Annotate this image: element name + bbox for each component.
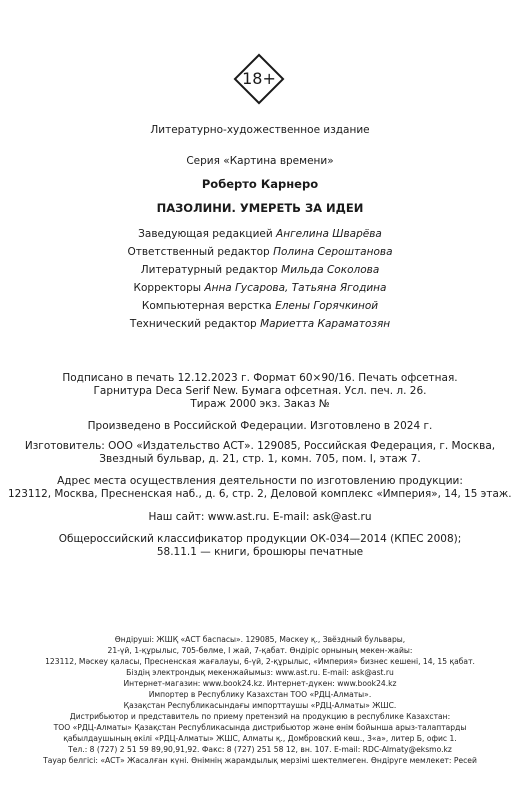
production-address-line: 123112, Москва, Пресненская наб., д. 6, стр. 2, Деловой комплекс «Империя», 14, 15 этаж. <box>8 488 512 500</box>
kazakh-info-line: Тауар белгісі: «АСТ» Жасалған күні. Өнімнің жарамдылық мерзімі шектелмеген. Өндіруге мемлекет: Ресей <box>43 756 477 765</box>
credit-person: Мариетта Караматозян <box>260 318 391 330</box>
kazakh-info-line: Біздің электрондық мекенжайымыз: www.ast.ru. E-mail: ask@ast.ru <box>126 668 394 677</box>
credit-line <box>0 228 520 240</box>
kazakh-info-line: ТОО «РДЦ-Алматы» Қазақстан Республикасында дистрибьютор және өнім бойынша арыз-талаптарды <box>53 723 467 732</box>
credit-role: Литературный редактор <box>140 264 278 276</box>
production-address-line: Адрес места осуществления деятельности по изготовлению продукции: <box>57 475 463 487</box>
book-title: ПАЗОЛИНИ. УМЕРЕТЬ ЗА ИДЕИ <box>156 201 364 215</box>
edition-type: Литературно-художественное издание <box>150 124 370 136</box>
credit-line <box>0 300 520 312</box>
kazakh-info-line: 123112, Мәскеу қаласы, Пресненская жағалауы, 6-үй, 2-құрылыс, «Империя» бизнес кешені, 14, 15 қабат. <box>45 657 475 666</box>
credit-role: Технический редактор <box>129 318 257 330</box>
series-name: Серия «Картина времени» <box>186 155 334 167</box>
author-name: Роберто Карнеро <box>201 177 319 191</box>
print-info-line: Гарнитура Deca Serif New. Бумага офсетная. Усл. печ. л. 26. <box>93 385 427 397</box>
credit-line <box>0 264 520 276</box>
print-info-line: Подписано в печать 12.12.2023 г. Формат 60×90/16. Печать офсетная. <box>62 372 458 384</box>
credit-role: Заведующая редакцией <box>138 228 273 240</box>
kazakh-info-line: қабылдаушының өкілі «РДЦ-Алматы» ЖШС, Алматы қ., Домбровский көш., 3«а», литер Б, офис 1. <box>63 734 457 743</box>
kazakh-info-line: Тел.: 8 (727) 2 51 59 89,90,91,92. Факс: 8 (727) 251 58 12, вн. 107. E-mail: RDC-Almaty@eksmo.kz <box>68 745 452 754</box>
kazakh-info-line: Интернет-магазин: www.book24.kz. Интернет-дүкен: www.book24.kz <box>123 679 397 688</box>
credit-role: Ответственный редактор <box>127 246 270 258</box>
classifier-line: Общероссийский классификатор продукции ОК-034—2014 (КПЕС 2008); <box>58 533 462 545</box>
credit-person: Ангелина Шварёва <box>276 228 382 240</box>
kazakh-info-line: Импортер в Республику Казахстан ТОО «РДЦ-Алматы». <box>148 690 372 699</box>
credit-line <box>0 282 520 294</box>
produced-in: Произведено в Российской Федерации. Изготовлено в 2024 г. <box>87 420 433 432</box>
credit-person: Анна Гусарова, Татьяна Ягодина <box>204 282 387 294</box>
print-info-line: Тираж 2000 экз. Заказ № <box>190 398 330 410</box>
kazakh-info-line: Дистрибьютор и представитель по приему претензий на продукцию в республике Казахстан: <box>69 712 451 721</box>
credit-line <box>0 318 520 330</box>
age-rating-badge <box>233 53 285 105</box>
kazakh-info-line: Қазақстан Республикасындағы импорттаушы «РДЦ-Алматы» ЖШС. <box>123 701 397 710</box>
credit-role: Компьютерная верстка <box>141 300 272 312</box>
website-line: Наш сайт: www.ast.ru. E-mail: ask@ast.ru <box>148 511 372 523</box>
credit-person: Мильда Соколова <box>281 264 380 276</box>
credit-person: Елены Горячкиной <box>275 300 379 312</box>
age-rating-label: 18+ <box>242 69 276 88</box>
credit-person: Полина Сероштанова <box>273 246 393 258</box>
classifier-line: 58.11.1 — книги, брошюры печатные <box>156 546 364 558</box>
manufacturer-line: Изготовитель: ООО «Издательство АСТ». 129085, Российская Федерация, г. Москва, <box>24 440 496 452</box>
kazakh-info-line: Өндіруші: ЖШҚ «АСТ баспасы». 129085, Мәскеу қ., Звёздный бульвары, <box>114 635 406 644</box>
credit-line <box>0 246 520 258</box>
kazakh-info-line: 21-үй, 1-құрылыс, 705-бөлме, I жай, 7-қабат. Өндіріс орнының мекен-жайы: <box>107 646 413 655</box>
credit-role: Корректоры <box>133 282 202 294</box>
manufacturer-line: Звездный бульвар, д. 21, стр. 1, комн. 705, пом. I, этаж 7. <box>99 453 421 465</box>
